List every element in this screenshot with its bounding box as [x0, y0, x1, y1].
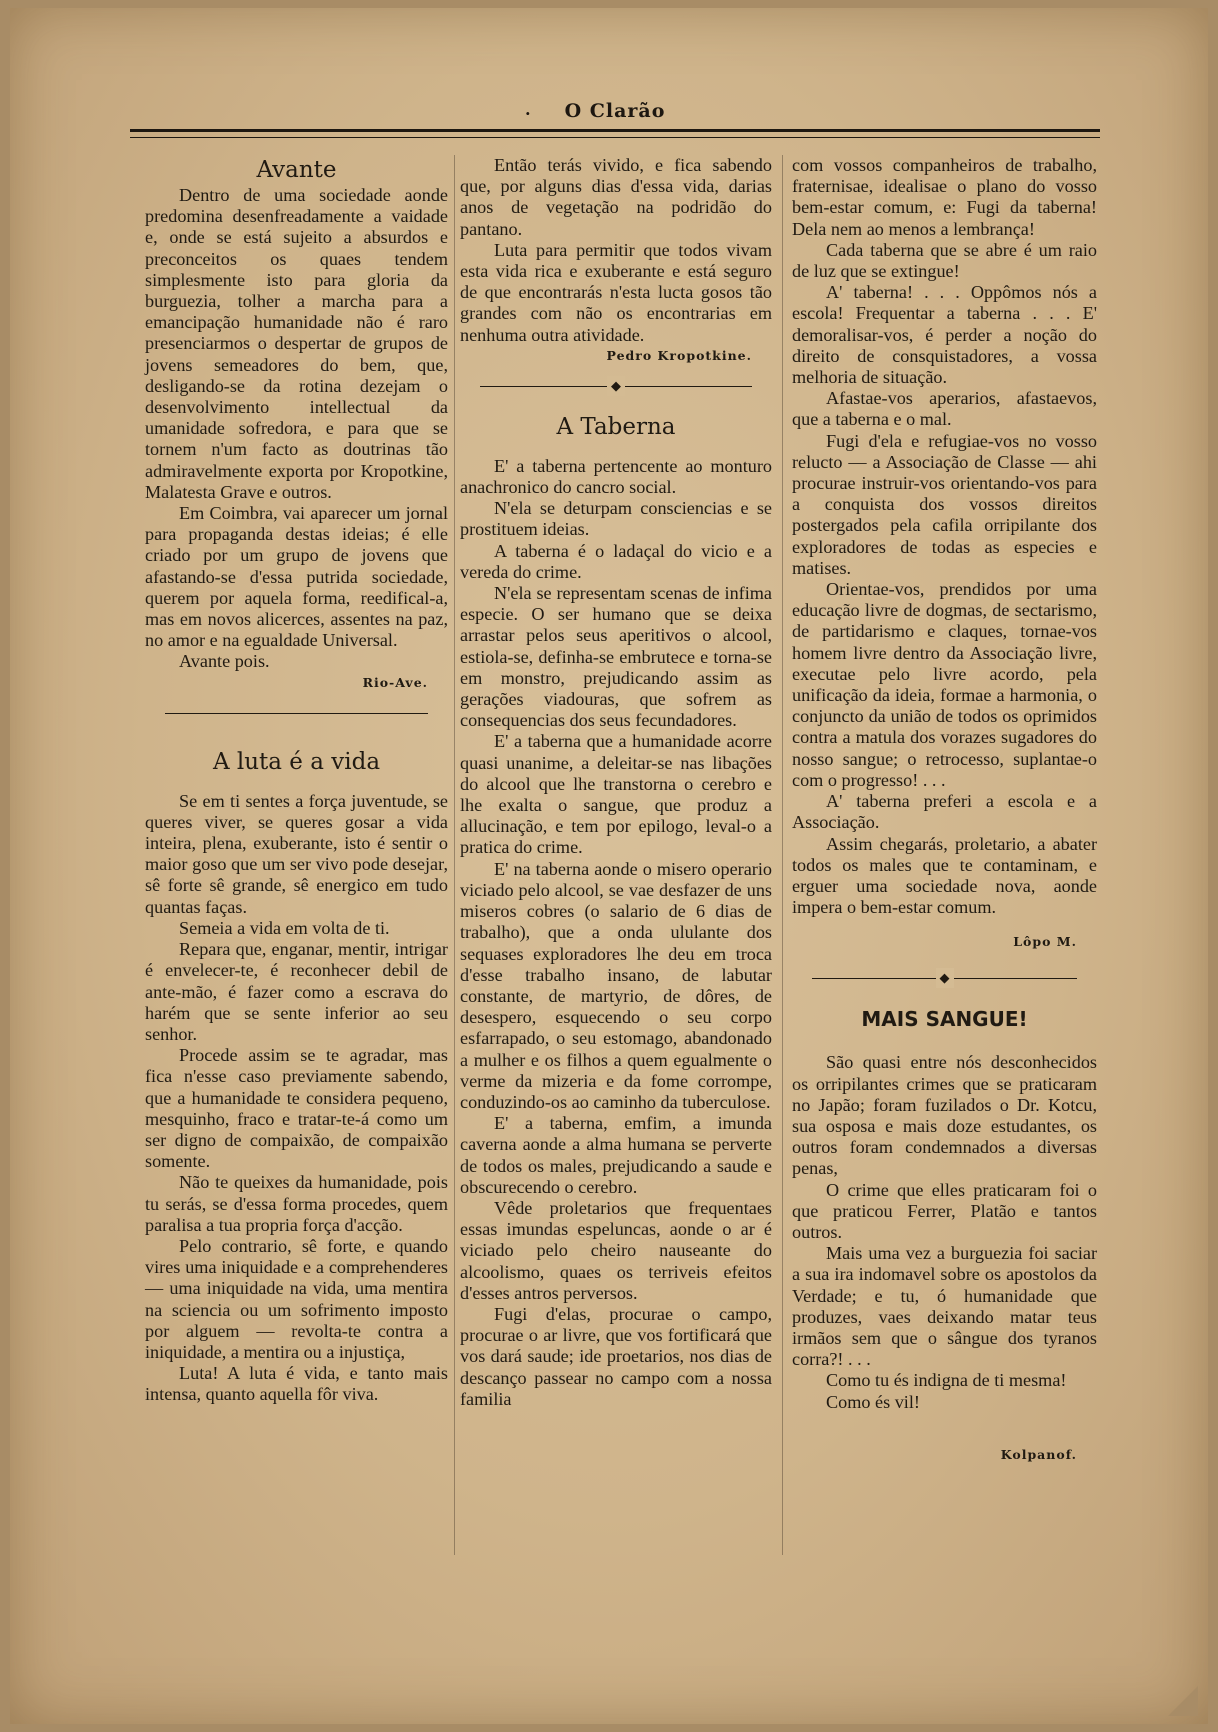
paragraph: A' taberna! . . . Oppômos nós a escola! Frequentar a taberna . . . E' demoralisar-vos, é perder a noção do direito de consquistadores, a vossa melhoria de situação.: [792, 282, 1097, 388]
column-divider: [782, 155, 783, 1555]
article-title-a-luta: A luta é a vida: [212, 748, 381, 775]
article-title-mais-sangue: MAIS SANGUE!: [861, 1007, 1028, 1032]
section-divider: [460, 377, 772, 394]
paragraph: Pelo contrario, sê forte, e quando vires uma iniquidade e a comprehenderes — uma iniquidade na vida, uma mentira na sciencia ou um sofrimento imposto por alguem — revolta-te contra a iniquidade, a mentira ou a injustiça,: [145, 1235, 448, 1362]
divider-ornament: ◆: [607, 376, 625, 396]
newspaper-page: [10, 8, 1208, 1724]
paragraph: Repara que, enganar, mentir, intrigar é envelecer-te, é reconhecer debil de ante-mão, é fazer como a escrava do harém que se sente inferior ao seu senhor.: [145, 939, 448, 1044]
paragraph: A' taberna preferi a escola e a Associação.: [792, 791, 1097, 833]
column-divider: [454, 155, 455, 1555]
paragraph: Como tu és indigna de ti mesma!: [826, 1370, 1067, 1391]
masthead-title: O Clarão: [564, 100, 666, 122]
paragraph: Fugi d'ela e refugiae-vos no vosso relucto — a Associação de Classe — ahi procurae instruir-vos orientando-vos para a conquista dos vossos direitos postergados pela cafila orripilante dos exploradores de todas as especies e matises.: [792, 430, 1097, 578]
paragraph: Semeia a vida em volta de ti.: [179, 917, 390, 938]
paragraph: Cada taberna que se abre é um raio de luz que se extingue!: [792, 239, 1097, 282]
paragraph: Dentro de uma sociedade aonde predomina desenfreadamente a vaidade e, onde se está sujeito a absurdos e preconceitos os quaes tendem simplesmente isto para gloria da burguezia, tolher a marcha para a emancipação humanidade não é raro presenciarmos o despertar de grupos de jovens semeadores do bem, que, desligando-se da rotina dezejam o desenvolvimento intellectual da umanidade sofredora, e para que se tornem n'um facto as doutrinas tão admiravelmente exporta por Kropotkine, Malatesta Grave e outros.: [145, 185, 448, 502]
paragraph: Luta! A luta é vida, e tanto mais intensa, quanto aquella fôr viva.: [145, 1363, 448, 1405]
column-2: [460, 155, 772, 1410]
paragraph: E' na taberna aonde o misero operario viciado pelo alcool, se vae desfazer de uns miseros cobres (o salario de 6 dias de trabalho), que a onda ululante dos sequases exploradores lhe deu em troca d'esse trabalho insano, de labutar constante, de martyrio, de dôres, de desespero, esquecendo o seu corpo esfarrapado, o seu estomago, abandonado a mulher e os filhos a quem egualmente o verme da mizeria e da fome corrompe, conduzindo-os ao caminho da tuberculose.: [460, 858, 772, 1112]
column-1: [145, 155, 448, 1406]
paragraph: Fugi d'elas, procurae o campo, procurae o ar livre, que vos fortificará que vos dará saude; ide proetarios, nos dias de descanço passear no campo com a nossa familia: [460, 1303, 772, 1409]
paragraph: O crime que elles praticaram foi o que praticou Ferrer, Platão e tantos outros.: [792, 1179, 1097, 1242]
masthead-dot: .: [525, 100, 532, 119]
torn-corner: [1168, 1686, 1198, 1716]
paragraph: Afastae-vos aperarios, afastaevos, que a taberna e o mal.: [792, 388, 1097, 430]
paragraph: Orientae-vos, prendidos por uma educação livre de dogmas, de sectarismo, de partidarismo e claques, tornae-vos homem livre dentro da Associação livre, executae pelo livre acordo, pela unificação da ideia, formae a harmonia, o conjuncto da união de todos os oprimidos contra a matula dos vorazes sugadores do nosso sangue; o retrocesso, suplantae-o com o progresso! . . .: [792, 579, 1097, 790]
paragraph: Não te queixes da humanidade, pois tu serás, se d'essa forma procedes, quem paralisa a tua propria força d'acção.: [145, 1172, 448, 1235]
paragraph: São quasi entre nós desconhecidos os orripilantes crimes que se praticaram no Japão; foram fuzilados o Dr. Kotcu, sua osposa e mais doze estudantes, os outros foram condemnados a diversas penas,: [792, 1052, 1097, 1179]
section-divider: [145, 707, 448, 721]
paragraph: Luta para permitir que todos vivam esta vida rica e exuberante e está seguro de que encontrarás n'esta lucta gosos tão grandes com não os encontrarias em nenhuma outra atividade.: [460, 239, 772, 345]
paragraph: Em Coimbra, vai aparecer um jornal para propaganda destas ideias; é elle criado por um grupo de jovens que afastando-se d'essa putrida sociedade, querem por aquela forma, reedifical-a, mas em novos alicerces, assentes na paz, no amor e na egualdade Universal.: [145, 503, 448, 651]
column-3: [792, 155, 1097, 1465]
paragraph: E' a taberna, emfim, a imunda caverna aonde a alma humana se perverte de todos os males, prejudicando a saude e obscurecendo o cerebro.: [460, 1113, 772, 1197]
paragraph: Então terás vivido, e fica sabendo que, por alguns dias d'essa vida, darias anos de vegetação na podridão do pantano.: [460, 155, 772, 239]
paragraph: Mais uma vez a burguezia foi saciar a sua ira indomavel sobre os apostolos da Verdade; e tu, ó humanidade que produzes, vaes deixando matar teus irmãos sem que o sângue dos tyranos corra?! . . .: [792, 1243, 1097, 1370]
signature-rio-ave: Rio-Ave.: [362, 674, 428, 690]
article-title-a-taberna: A Taberna: [556, 413, 676, 440]
paragraph: A taberna é o ladaçal do vicio e a vereda do crime.: [460, 540, 772, 582]
paragraph: N'ela se representam scenas de infima especie. O ser humano que se deixa arrastar pelos seus aperitivos o alcool, estiola-se, definha-se embrutece e torna-se em monstro, prejudicando assim as gerações viadouras, que sofrem as consequencias dos seus fecundadores.: [460, 583, 772, 731]
masthead-rule: [130, 129, 1100, 138]
paragraph: Se em ti sentes a força juventude, se queres viver, se queres gosar a vida inteira, plena, exuberante, isto é sentir o maior goso que um ser vivo pode desejar, sê forte sê grande, sê energico em tudo quantas faças.: [145, 790, 448, 917]
signature-lopo: Lôpo M.: [1013, 934, 1077, 950]
paragraph: Como és vil!: [826, 1391, 920, 1412]
paragraph: N'ela se deturpam consciencias e se prostituem ideias.: [460, 498, 772, 540]
paragraph: Procede assim se te agradar, mas fica n'esse caso previamente sabendo, que a humanidade te considera pequeno, mesquinho, fraco e tratar-te-á como um ser digno de compaixão, de compaixão somente.: [145, 1045, 448, 1172]
paragraph: Vêde proletarios que frequentaes essas imundas espeluncas, aonde o ar é viciado pelo cheiro nauseante do alcoolismo, quaes os terriveis efeitos d'esses antros perversos.: [460, 1197, 772, 1303]
masthead: [130, 100, 1100, 122]
divider-ornament: ◆: [936, 968, 954, 988]
signature-kolpanof: Kolpanof.: [1000, 1446, 1077, 1462]
article-title-avante: Avante: [256, 157, 337, 183]
paragraph: Avante pois.: [179, 651, 270, 672]
paragraph: Assim chegarás, proletario, a abater todos os males que te contaminam, e erguer uma sociedade nova, aonde impera o bem-estar comum.: [792, 833, 1097, 918]
paragraph: E' a taberna pertencente ao monturo anachronico do cancro social.: [460, 455, 772, 498]
paragraph: com vossos companheiros de trabalho, fraternisae, idealisae o plano do vosso bem-estar comum, e: Fugi da taberna! Dela nem ao menos a lembrança!: [792, 155, 1097, 239]
signature-kropotkine: Pedro Kropotkine.: [606, 347, 752, 363]
paragraph: E' a taberna que a humanidade acorre quasi unanime, a deleitar-se nas libações do alcool que lhe transtorna o cerebro e lhe exalta o sangue, que produz a allucinação, e tem por epilogo, leval-o a pratica do crime.: [460, 731, 772, 858]
section-divider: [792, 972, 1097, 986]
